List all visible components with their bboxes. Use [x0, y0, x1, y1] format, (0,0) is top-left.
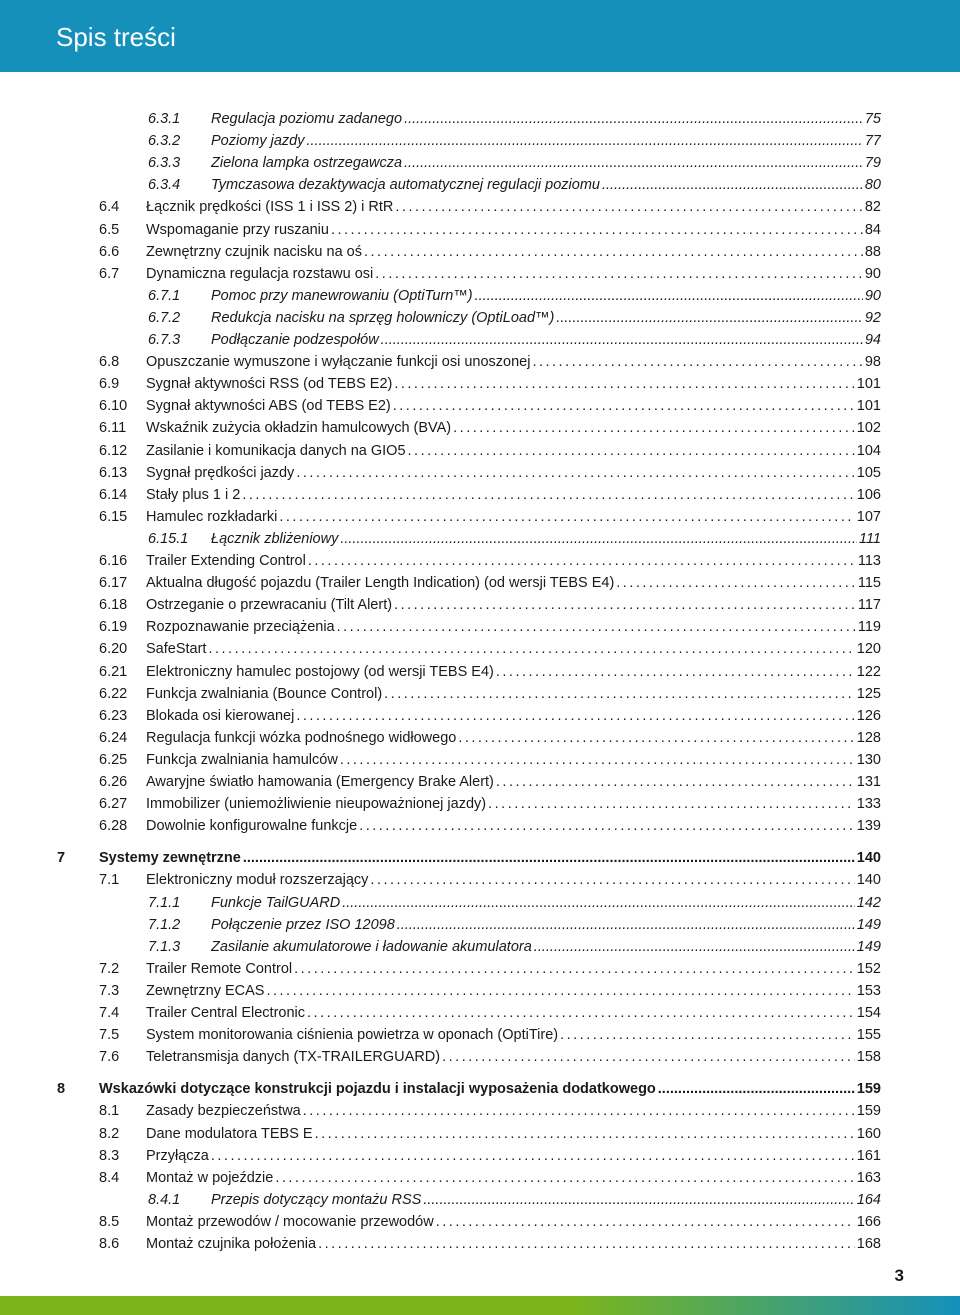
toc-entry-page: 126: [856, 707, 881, 724]
toc-entry[interactable]: [148, 329, 881, 351]
toc-dot-leader: [337, 616, 856, 638]
toc-entry[interactable]: [99, 980, 881, 1002]
toc-dot-leader: [393, 395, 855, 417]
toc-entry-number: 6.11: [99, 420, 127, 437]
toc-dot-leader: [381, 329, 863, 351]
toc-entry[interactable]: [99, 1024, 881, 1046]
toc-entry-page: 166: [856, 1213, 881, 1230]
toc-entry-title: Opuszczanie wymuszone i wyłączanie funkcji osi unoszonej: [146, 354, 531, 371]
toc-dot-leader: [364, 241, 863, 263]
toc-entry[interactable]: [99, 749, 881, 771]
toc-entry-page: 122: [856, 663, 881, 680]
page-number: 3: [894, 1266, 904, 1285]
toc-entry-title: Zewnętrzny ECAS: [146, 982, 265, 999]
toc-entry[interactable]: [99, 1046, 881, 1068]
toc-entry-page: 140: [856, 850, 881, 867]
toc-dot-leader: [395, 196, 862, 218]
toc-entry-page: 140: [856, 872, 881, 889]
toc-entry-number: 7.1.1: [148, 894, 181, 911]
toc-entry-number: 6.3.2: [148, 133, 181, 150]
toc-entry[interactable]: [99, 241, 881, 263]
toc-entry-page: 159: [856, 1103, 881, 1120]
toc-entry-page: 149: [856, 938, 881, 955]
toc-entry[interactable]: [99, 506, 881, 528]
toc-entry-number: 7.1: [99, 872, 120, 889]
toc-entry-page: 98: [864, 354, 881, 371]
toc-entry-page: 115: [857, 575, 881, 592]
toc-entry-title: Przepis dotyczący montażu RSS: [211, 1191, 422, 1208]
toc-entry-number: 6.20: [99, 641, 128, 658]
toc-entry-number: 8.4: [99, 1169, 120, 1186]
toc-entry-page: 104: [856, 442, 881, 459]
toc-dot-leader: [453, 417, 855, 439]
footer-bar: [0, 1296, 960, 1315]
toc-entry-page: 107: [856, 508, 881, 525]
toc-entry-title: Połączenie przez ISO 12098: [211, 916, 395, 933]
toc-dot-leader: [458, 727, 854, 749]
toc-entry-title: Dowolnie konfigurowalne funkcje: [146, 818, 358, 835]
toc-entry-page: 80: [864, 177, 881, 194]
toc-entry-number: 6.4: [99, 199, 120, 216]
toc-entry-number: 6.7.1: [148, 287, 181, 304]
toc-entry-page: 102: [856, 420, 881, 437]
toc-dot-leader: [616, 572, 856, 594]
toc-dot-leader: [307, 1002, 855, 1024]
toc-dot-leader: [560, 1024, 855, 1046]
page-title: Spis treści: [56, 22, 176, 52]
toc-entry-title: Zasady bezpieczeństwa: [146, 1103, 301, 1120]
toc-entry-page: 168: [856, 1236, 881, 1252]
toc-entry-title: Dane modulatora TEBS E: [146, 1125, 313, 1142]
toc-entry[interactable]: [148, 152, 881, 174]
toc-entry-page: 133: [856, 796, 881, 813]
toc-entry-number: 6.27: [99, 796, 128, 813]
toc-dot-leader: [370, 869, 854, 891]
toc-entry-title: Trailer Extending Control: [146, 553, 306, 569]
toc-entry-page: 90: [864, 287, 881, 304]
toc-entry-number: 6.15: [99, 508, 128, 525]
toc-entry-page: 111: [858, 530, 881, 547]
toc-entry-number: 6.26: [99, 774, 128, 790]
toc-entry[interactable]: [99, 572, 881, 594]
toc-entry-number: 7: [57, 850, 66, 867]
toc-entry-title: Trailer Remote Control: [146, 960, 293, 977]
toc-entry-number: 8.4.1: [148, 1191, 181, 1208]
toc-entry[interactable]: [99, 793, 881, 815]
toc-entry-number: 8.2: [99, 1125, 120, 1142]
toc-entry-number: 6.15.1: [148, 530, 189, 547]
header-bar: [0, 0, 960, 72]
toc-entry-title: Systemy zewnętrzne: [99, 850, 241, 867]
toc-dot-leader: [303, 1100, 855, 1122]
toc-entry-page: 154: [856, 1005, 881, 1021]
toc-entry-number: 8.6: [99, 1236, 120, 1252]
toc-entry-title: Zasilanie akumulatorowe i ładowanie akumulatora: [211, 938, 532, 955]
toc-entry-page: 75: [864, 111, 881, 127]
toc-entry-title: Elektroniczny hamulec postojowy (od wersji TEBS E4): [146, 663, 494, 680]
toc-dot-leader: [496, 661, 855, 683]
toc-entry-title: Teletransmisja danych (TX-TRAILERGUARD): [146, 1049, 441, 1066]
toc-entry[interactable]: [148, 174, 881, 196]
toc-entry-number: 6.28: [99, 818, 128, 835]
toc-entry-number: 7.4: [99, 1005, 120, 1021]
toc-entry[interactable]: [99, 440, 881, 462]
toc-entry-number: 8.3: [99, 1147, 120, 1164]
toc-entry-page: 149: [856, 916, 881, 933]
toc-entry-page: 130: [856, 751, 881, 768]
toc-dot-leader: [296, 462, 854, 484]
toc-entry[interactable]: [99, 1100, 881, 1122]
toc-dot-leader: [394, 373, 854, 395]
toc-entry-page: 161: [856, 1147, 881, 1164]
toc-entry-number: 6.19: [99, 619, 128, 636]
toc-entry-title: Funkcja zwalniania (Bounce Control): [146, 685, 383, 702]
toc-entry[interactable]: [99, 462, 881, 484]
toc-entry-number: 6.7: [99, 265, 120, 282]
toc-entry-page: 152: [856, 960, 881, 977]
toc-entry-page: 128: [856, 729, 881, 746]
toc-entry-page: 79: [864, 155, 881, 172]
toc-entry-number: 6.16: [99, 553, 128, 569]
toc-entry[interactable]: [99, 1123, 881, 1145]
toc-dot-leader: [340, 528, 857, 550]
toc-entry-page: 120: [856, 641, 881, 658]
toc-entry[interactable]: [99, 263, 881, 285]
toc-dot-leader: [275, 1167, 854, 1189]
toc-entry-title: Łącznik prędkości (ISS 1 i ISS 2) i RtR: [146, 199, 394, 216]
toc-entry-title: Awaryjne światło hamowania (Emergency Brake Alert): [146, 774, 494, 790]
toc-dot-leader: [602, 174, 863, 196]
toc-entry-number: 6.13: [99, 464, 128, 481]
toc-entry-page: 163: [856, 1169, 881, 1186]
toc-entry-number: 8.5: [99, 1213, 120, 1230]
toc-entry-number: 6.7.3: [148, 332, 181, 348]
toc-entry-title: Montaż w pojeździe: [146, 1169, 274, 1186]
toc-entry-page: 117: [857, 597, 881, 614]
toc-entry-title: Sygnał aktywności ABS (od TEBS E2): [146, 398, 391, 415]
toc-entry-title: Redukcja nacisku na sprzęg holowniczy (OptiLoad™): [211, 309, 555, 326]
toc-entry-number: 6.3.1: [148, 111, 181, 127]
toc-dot-leader: [394, 594, 856, 616]
toc-entry[interactable]: [148, 892, 881, 914]
toc-entry-title: Immobilizer (uniemożliwienie nieupoważnionej jazdy): [146, 796, 487, 813]
toc-entry-title: Trailer Central Electronic: [146, 1005, 306, 1021]
toc-dot-leader: [331, 219, 863, 241]
toc-entry[interactable]: [57, 1078, 881, 1100]
toc-entry[interactable]: [99, 373, 881, 395]
toc-entry[interactable]: [99, 417, 881, 439]
toc-entry[interactable]: [57, 847, 881, 869]
toc-dot-leader: [266, 980, 854, 1002]
toc-entry-page: 159: [856, 1081, 881, 1098]
toc-entry[interactable]: [99, 815, 881, 837]
toc-dot-leader: [442, 1046, 855, 1068]
toc-entry-number: 7.3: [99, 982, 120, 999]
toc-entry-title: Hamulec rozkładarki: [146, 508, 278, 525]
toc-dot-leader: [423, 1189, 854, 1211]
toc-entry-title: Zielona lampka ostrzegawcza: [211, 155, 403, 172]
toc-entry-title: Montaż przewodów / mocowanie przewodów: [146, 1213, 434, 1230]
toc-entry-title: Funkcja zwalniania hamulców: [146, 751, 338, 768]
toc-entry-page: 125: [856, 685, 881, 702]
toc-dot-leader: [294, 958, 855, 980]
toc-entry[interactable]: [99, 683, 881, 705]
toc-entry[interactable]: [99, 727, 881, 749]
toc-entry-number: 6.5: [99, 221, 120, 238]
toc-entry-title: Elektroniczny moduł rozszerzający: [146, 872, 369, 889]
toc-entry-page: 88: [864, 243, 881, 260]
toc-entry[interactable]: [99, 594, 881, 616]
toc-entry-page: 82: [864, 199, 881, 216]
toc-entry-number: 6.25: [99, 751, 128, 768]
toc-entry[interactable]: [99, 1211, 881, 1233]
toc-dot-leader: [556, 307, 863, 329]
toc-entry-title: Aktualna długość pojazdu (Trailer Length Indication) (od wersji TEBS E4): [146, 575, 615, 592]
toc-entry-number: 6.21: [99, 663, 128, 680]
toc-entry-page: 158: [856, 1049, 881, 1066]
toc-dot-leader: [375, 263, 863, 285]
toc-entry[interactable]: [99, 1145, 881, 1167]
toc-entry-number: 7.6: [99, 1049, 120, 1066]
toc-entry[interactable]: [99, 616, 881, 638]
toc-entry-page: 153: [856, 982, 881, 999]
toc-entry-page: 106: [856, 486, 881, 503]
toc-entry[interactable]: [99, 1002, 881, 1024]
toc-dot-leader: [306, 130, 862, 152]
toc-entry-title: Zasilanie i komunikacja danych na GIO5: [146, 442, 406, 459]
toc-entry[interactable]: [99, 550, 881, 572]
toc-entry-number: 8: [57, 1081, 66, 1098]
toc-entry-page: 94: [864, 332, 881, 348]
toc-entry-number: 6.12: [99, 442, 128, 459]
toc-entry-page: 105: [856, 464, 881, 481]
toc-entry-page: 113: [857, 553, 881, 569]
toc-dot-leader: [208, 638, 854, 660]
toc-entry[interactable]: [148, 528, 881, 550]
toc-entry-number: 7.2: [99, 960, 120, 977]
toc-dot-leader: [404, 152, 863, 174]
toc-dot-leader: [296, 705, 854, 727]
toc-entry[interactable]: [148, 130, 881, 152]
toc-entry-page: 77: [864, 133, 881, 150]
toc-entry[interactable]: [99, 1167, 881, 1189]
toc-dot-leader: [488, 793, 855, 815]
toc-entry[interactable]: [148, 936, 881, 958]
toc-entry-number: 6.6: [99, 243, 120, 260]
toc-entry-title: Tymczasowa dezaktywacja automatycznej regulacji poziomu: [211, 177, 600, 194]
toc-entry-number: 6.24: [99, 729, 128, 746]
toc-entry[interactable]: [99, 1233, 881, 1255]
toc-entry[interactable]: [99, 638, 881, 660]
toc-entry-page: 164: [856, 1191, 881, 1208]
toc-entry-title: Podłączanie podzespołów: [211, 332, 379, 348]
toc-entry-title: Regulacja funkcji wózka podnośnego widłowego: [146, 729, 457, 746]
toc-dot-leader: [340, 749, 855, 771]
toc-entry-number: 6.10: [99, 398, 128, 415]
toc-dot-leader: [318, 1233, 855, 1255]
toc-entry-title: System monitorowania ciśnienia powietrza w oponach (OptiTire): [146, 1027, 559, 1044]
toc-entry-number: 6.3.4: [148, 177, 181, 194]
toc-entry[interactable]: [99, 771, 881, 793]
toc-dot-leader: [342, 892, 855, 914]
toc-dot-leader: [475, 285, 863, 307]
toc-dot-leader: [315, 1123, 855, 1145]
toc-dot-leader: [243, 847, 855, 869]
toc-entry-title: Wskazówki dotyczące konstrukcji pojazdu i instalacji wyposażenia dodatkowego: [99, 1081, 656, 1098]
toc-dot-leader: [384, 683, 855, 705]
toc-entry-title: Sygnał prędkości jazdy: [146, 464, 295, 481]
toc-entry-page: 155: [856, 1027, 881, 1044]
toc-entry-title: Dynamiczna regulacja rozstawu osi: [146, 265, 374, 282]
toc-entry-page: 139: [856, 818, 881, 835]
toc-dot-leader: [279, 506, 854, 528]
toc-entry-title: SafeStart: [146, 641, 207, 658]
toc-entry[interactable]: [99, 958, 881, 980]
toc-entry-page: 101: [856, 398, 881, 415]
toc-entry[interactable]: [99, 661, 881, 683]
toc-entry[interactable]: [99, 705, 881, 727]
toc-entry-number: 8.1: [99, 1103, 120, 1120]
toc-dot-leader: [532, 351, 862, 373]
toc-dot-leader: [408, 440, 855, 462]
toc-entry-title: Stały plus 1 i 2: [146, 486, 241, 503]
toc-entry-number: 6.8: [99, 354, 120, 371]
toc-entry-title: Montaż czujnika położenia: [146, 1236, 317, 1252]
toc-entry[interactable]: [148, 108, 881, 130]
toc-dot-leader: [534, 936, 855, 958]
toc-entry[interactable]: [99, 484, 881, 506]
toc-entry-title: Łącznik zbliżeniowy: [211, 530, 339, 547]
toc-entry-title: Zewnętrzny czujnik nacisku na oś: [146, 243, 362, 260]
toc-entry-number: 6.17: [99, 575, 128, 592]
toc-entry-title: Wspomaganie przy ruszaniu: [146, 221, 329, 238]
toc-entry-title: Ostrzeganie o przewracaniu (Tilt Alert): [146, 597, 393, 614]
toc-entry-page: 84: [864, 221, 881, 238]
toc-entry-page: 101: [856, 376, 881, 393]
toc-entry-title: Wskaźnik zużycia okładzin hamulcowych (BVA): [146, 420, 452, 437]
toc-entry-number: 6.9: [99, 376, 120, 393]
toc-entry[interactable]: [148, 285, 881, 307]
toc-entry-number: 6.14: [99, 486, 128, 503]
toc-entry-title: Przyłącza: [146, 1147, 209, 1164]
toc-entry-page: 119: [857, 619, 881, 636]
toc-dot-leader: [359, 815, 855, 837]
toc-entry[interactable]: [99, 869, 881, 891]
toc-dot-leader: [404, 108, 863, 130]
toc-entry-number: 7.1.3: [148, 938, 181, 955]
toc-entry-number: 6.7.2: [148, 309, 181, 326]
toc-entry-page: 160: [856, 1125, 881, 1142]
toc-entry[interactable]: [99, 196, 881, 218]
toc-entry-title: Sygnał aktywności RSS (od TEBS E2): [146, 376, 393, 393]
toc-dot-leader: [658, 1078, 855, 1100]
toc-entry[interactable]: [99, 219, 881, 241]
toc-dot-leader: [308, 550, 856, 572]
toc-dot-leader: [397, 914, 855, 936]
toc-entry-number: 6.23: [99, 707, 128, 724]
toc-entry-number: 7.5: [99, 1027, 120, 1044]
toc-entry-page: 90: [864, 265, 881, 282]
toc-entry-number: 6.18: [99, 597, 128, 614]
toc-entry[interactable]: [148, 914, 881, 936]
toc-entry-page: 131: [856, 774, 881, 790]
toc-entry-title: Regulacja poziomu zadanego: [211, 111, 403, 127]
toc-entry[interactable]: [99, 351, 881, 373]
toc-entry-title: Pomoc przy manewrowaniu (OptiTurn™): [211, 287, 473, 304]
toc-dot-leader: [436, 1211, 855, 1233]
toc-entry[interactable]: [148, 1189, 881, 1211]
toc-entry-title: Funkcje TailGUARD: [211, 894, 341, 911]
toc-entry-title: Blokada osi kierowanej: [146, 707, 295, 724]
toc-entry-title: Poziomy jazdy: [211, 133, 305, 150]
toc-entry-title: Rozpoznawanie przeciążenia: [146, 619, 335, 636]
toc-entry-page: 142: [856, 894, 881, 911]
toc-entry-page: 92: [864, 309, 881, 326]
toc-entry[interactable]: [99, 395, 881, 417]
toc-entry-number: 7.1.2: [148, 916, 181, 933]
toc-dot-leader: [242, 484, 854, 506]
toc-entry[interactable]: [148, 307, 881, 329]
toc-entry-number: 6.3.3: [148, 155, 181, 172]
toc-dot-leader: [496, 771, 855, 793]
toc-entry-number: 6.22: [99, 685, 128, 702]
toc-dot-leader: [211, 1145, 855, 1167]
